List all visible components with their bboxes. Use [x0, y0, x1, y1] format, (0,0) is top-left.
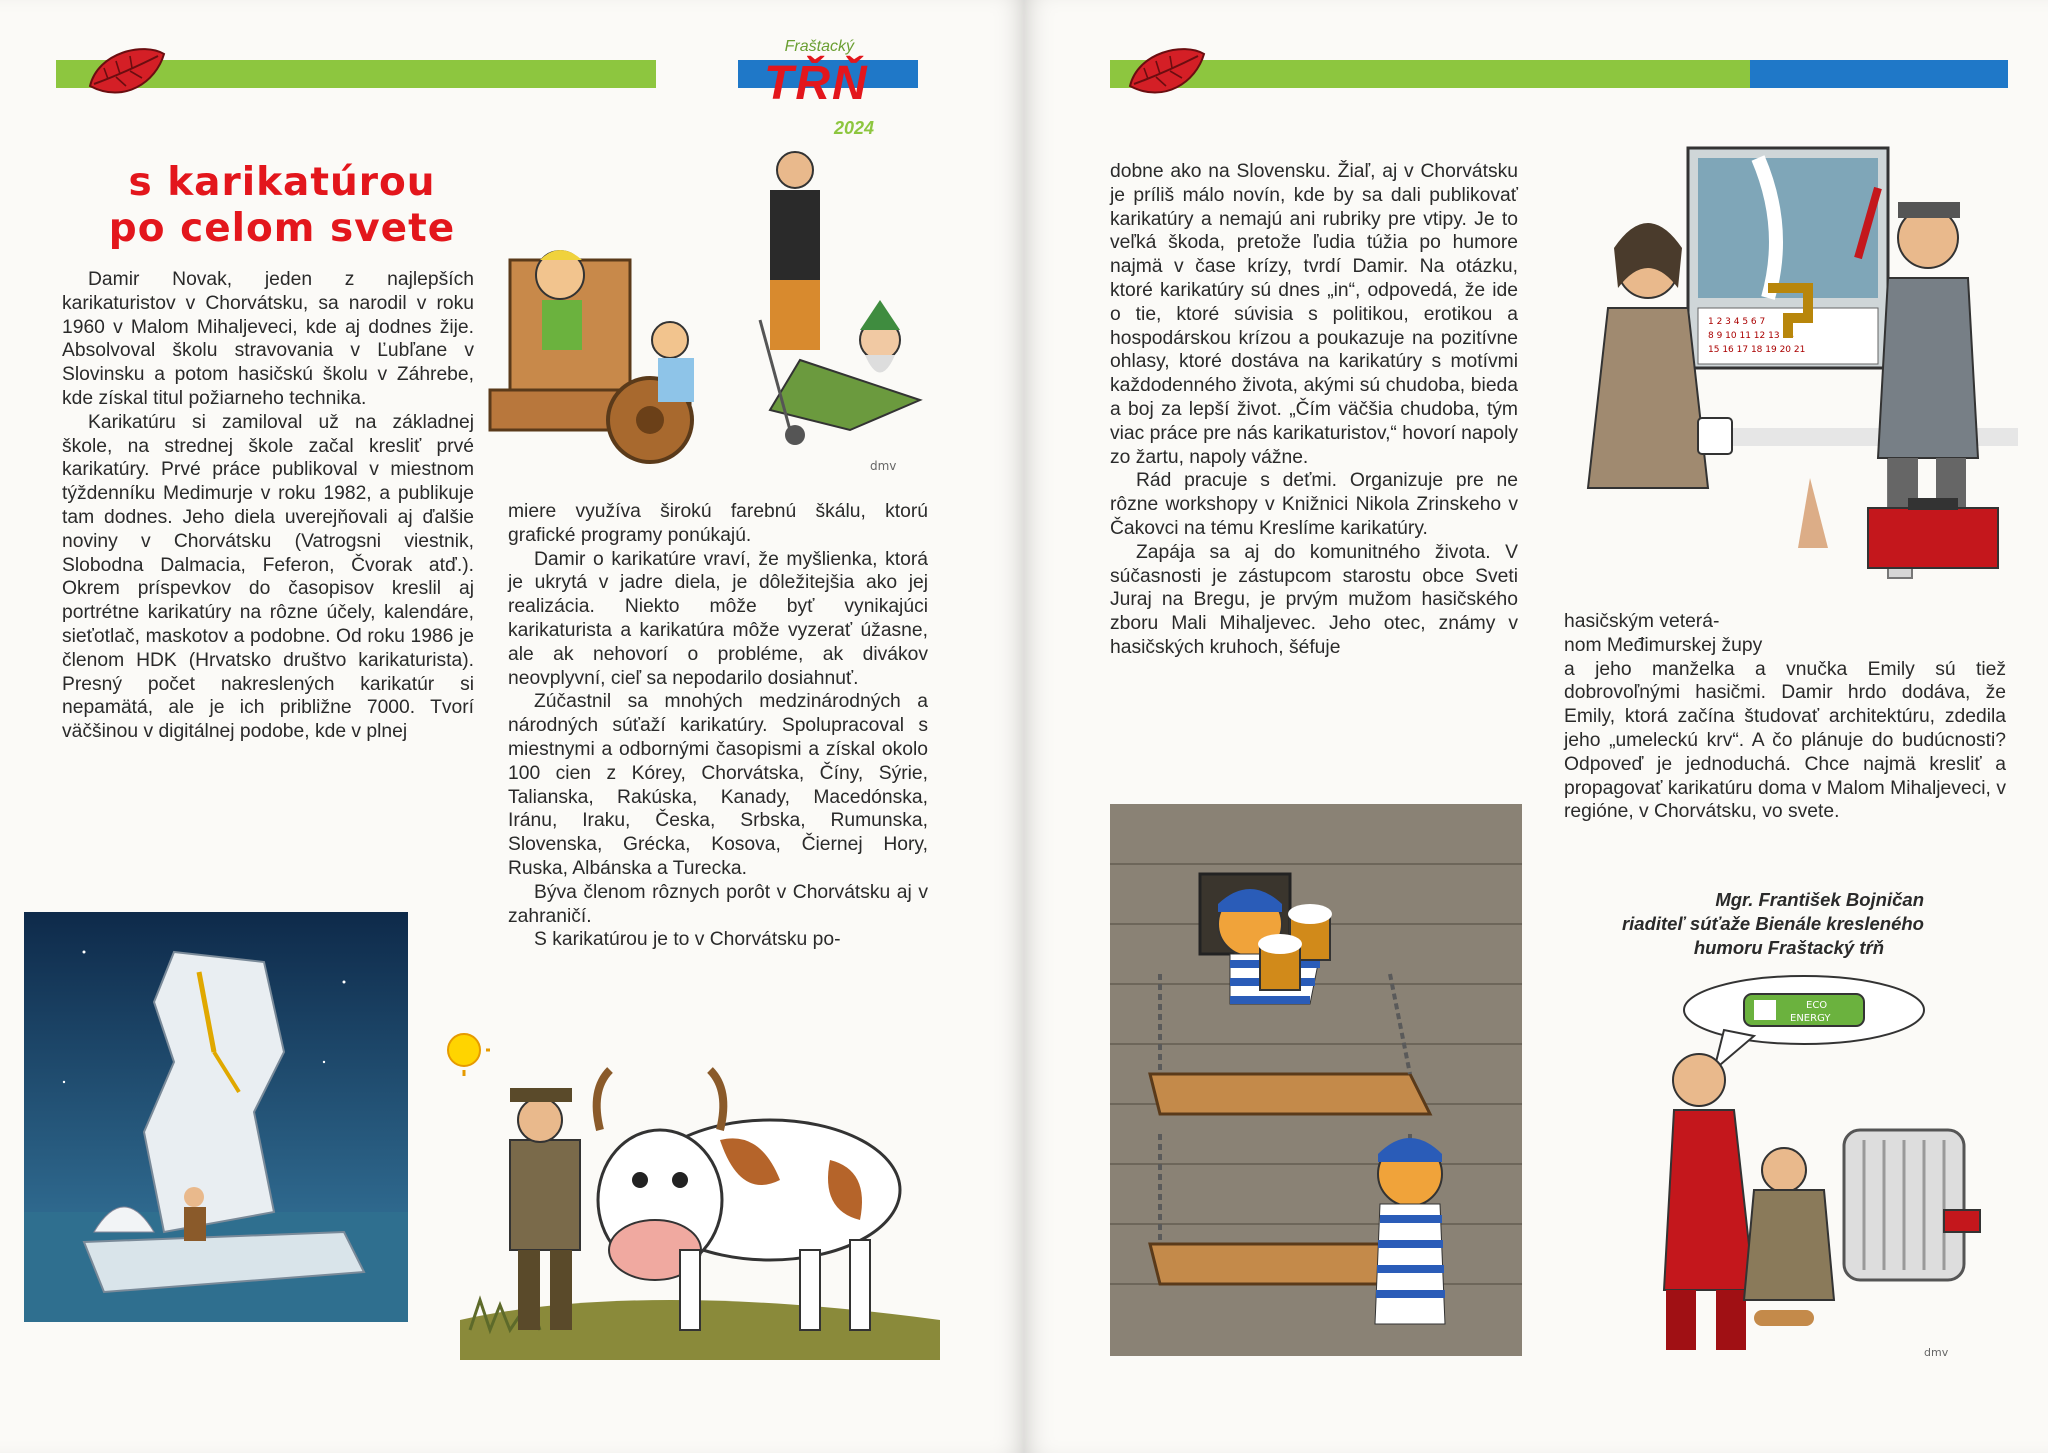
- author-role-line-2: humoru Fraštacký tŕň: [1693, 937, 1884, 958]
- author-signature: [1564, 888, 1924, 960]
- svg-text:15 16 17 18 19 20 21: 15 16 17 18 19 20 21: [1708, 345, 1806, 355]
- paragraph: Rád pracuje s deťmi. Organizuje pre ne rôzne workshopy v Knižnici Nikola Zrinskeho v Čakovci na tému Kreslíme karikatúry.: [1110, 470, 1518, 539]
- article-title: [92, 160, 472, 252]
- paragraph: Damir o karikatúre vraví, že myšlienka, ktorá je ukrytá v jadre diela, je dôležitejšia ako jej realizácia. Niekto môže byť vynikajúci karikaturista a karikatúra môže vyzerať úžasne, ale ak nehovorí o probléme, ak divákov neovplyvní, cieľ sa nepodarilo dosiahnuť.: [508, 548, 928, 689]
- magazine-logo: [744, 38, 914, 138]
- logo-big-text: TŘŇ: [764, 57, 869, 110]
- text-column-3: [1110, 160, 1518, 660]
- author-name: Mgr. František Bojničan: [1715, 889, 1924, 910]
- title-line-1: s karikatúrou: [128, 160, 436, 205]
- cartoon-wheelchair-illustration: [470, 140, 950, 470]
- paragraph: Damir Novak, jeden z najlepších karikaturistov v Chorvátsku, sa narodil v roku 1960 v Malom Mihaljeveci, kde aj dodnes žije. Absolvoval školu stravovania v Ľubľane v Slovinsku a potom hasičskú školu v Záhrebe, kde získal titul požiarneho technika.: [62, 269, 474, 409]
- paragraph: hasičským veterá-: [1564, 611, 1720, 632]
- title-line-2: po celom svete: [108, 206, 456, 251]
- header-band-right: [1110, 60, 2008, 88]
- cartoon-plumber-calendar: [1558, 128, 2018, 588]
- thorn-leaf-icon: [1126, 46, 1208, 104]
- eco-label-1: ECO: [1806, 1000, 1828, 1011]
- paragraph: miere využíva širokú farebnú škálu, ktorú grafické programy ponúkajú.: [508, 501, 928, 546]
- author-role-line-1: riaditeľ súťaže Bienále kresleného: [1621, 913, 1924, 934]
- eco-label-2: ENERGY: [1790, 1013, 1831, 1024]
- paragraph: nom Međimurskej župy: [1564, 634, 1763, 656]
- paragraph: a jeho manželka a vnučka Emily sú tiež dobrovoľnými hasičmi. Damir hrdo dodáva, že Emily, ktorá začína študovať architektúru, zdedila jeho „umeleckú krv“. A čo plánuje do budúcnosti? Odpoveď je jednoduchá. Chce najmä kresliť a propagovať karikatúru doma v Malom Mihaljeveci, v regióne, v Chorvátsku, vo svete.: [1564, 658, 2006, 823]
- svg-text:dmv: dmv: [870, 459, 897, 470]
- text-column-1: [62, 268, 474, 744]
- svg-text:8 9 10 11 12 13 14: 8 9 10 11 12 13 14: [1708, 331, 1794, 341]
- paragraph: Býva členom rôznych porôt v Chorvátsku aj v zahraničí.: [508, 881, 928, 927]
- paragraph: Zapája sa aj do komunitného života. V súčasnosti je zástupcom starostu obce Sveti Juraj na Bregu, je prvým mužom hasičského zboru Mali Mihaljevec. Jeho otec, známy v hasičských kruhoch, šéfuje: [1110, 541, 1518, 658]
- cartoon-iceberg-clock: [24, 912, 408, 1322]
- paragraph: Zúčastnil sa mnohých medzinárodných a národných súťaží karikatúry. Spolupracoval s miestnymi a odbornými časopismi a získal okolo 100 cien z Kórey, Chorvátska, Číny, Sýrie, Talianska, Rakúska, Kanady, Macedónska, Iránu, Iraku, Česka, Srbska, Rumunska, Slovenska, Grécka, Kosova, Čiernej Hory, Ruska, Albánska a Turecka.: [508, 691, 928, 879]
- logo-small-text: Fraštacký: [784, 38, 854, 55]
- paragraph: dobne ako na Slovensku. Žiaľ, aj v Chorvátsku je príliš málo novín, kde by sa dali publikovať karikatúry a nemajú ani rubriky pre vtipy. Je to veľká škoda, pretože ľudia túžia po humore najmä v čase krízy, tvrdí Damir. Na otázku, ktoré karikatúry sú dnes „in“, odpovedá, že ide o tie, ktoré súvisia s politikou, erotikou a hospodárskou krízou a poukazuje na pozitívne ohlasy, ktoré dostáva na karikatúry s motívmi každodenného života, akými sú chudoba, bieda a boj za lepší život. „Čím väčšia chudoba, tým viac práce pre nás karikaturistov,“ hovorí napoly zo žartu, napoly vážne.: [1110, 161, 1518, 468]
- cartoon-farmer-cow: [440, 1030, 960, 1360]
- right-page: [1024, 0, 2048, 1453]
- text-column-4: [1564, 610, 2006, 824]
- cartoon-prison-cells: [1110, 804, 1522, 1356]
- svg-text:1 2 3 4 5 6 7: 1 2 3 4 5 6 7: [1708, 317, 1766, 327]
- logo-year: 2024: [834, 118, 875, 138]
- cartoon-eco-energy: [1604, 970, 2008, 1360]
- paragraph: S karikatúrou je to v Chorvátsku po-: [534, 929, 841, 951]
- text-column-2: [508, 500, 928, 952]
- svg-text:dmv: dmv: [1924, 1346, 1949, 1359]
- thorn-leaf-icon: [86, 46, 168, 104]
- paragraph: Karikatúru si zamiloval už na základnej škole, na strednej škole začal kresliť prvé karikatúry. Prvé práce publikoval v miestnom týždenníku Medimurje v roku 1982, a publikuje tam dodnes. Jeho diela uverejňovali aj ďalšie noviny v Chorvátsku (Vatrogsni viestnik, Slobodna Dalmacia, Feferon, Čvorak atď.). Okrem príspevkov do časopisov kreslil aj portrétne karikatúry na rôzne účely, kalendáre, sieťotlač, maskotov a podobne. Od roku 1986 je členom HDK (Hrvatsko društvo karikaturista). Presný počet nakreslených karikatúr si nepamätá, ale je ich približne 7000. Tvorí väčšinou v digitálnej podobe, kde v plnej: [62, 411, 474, 743]
